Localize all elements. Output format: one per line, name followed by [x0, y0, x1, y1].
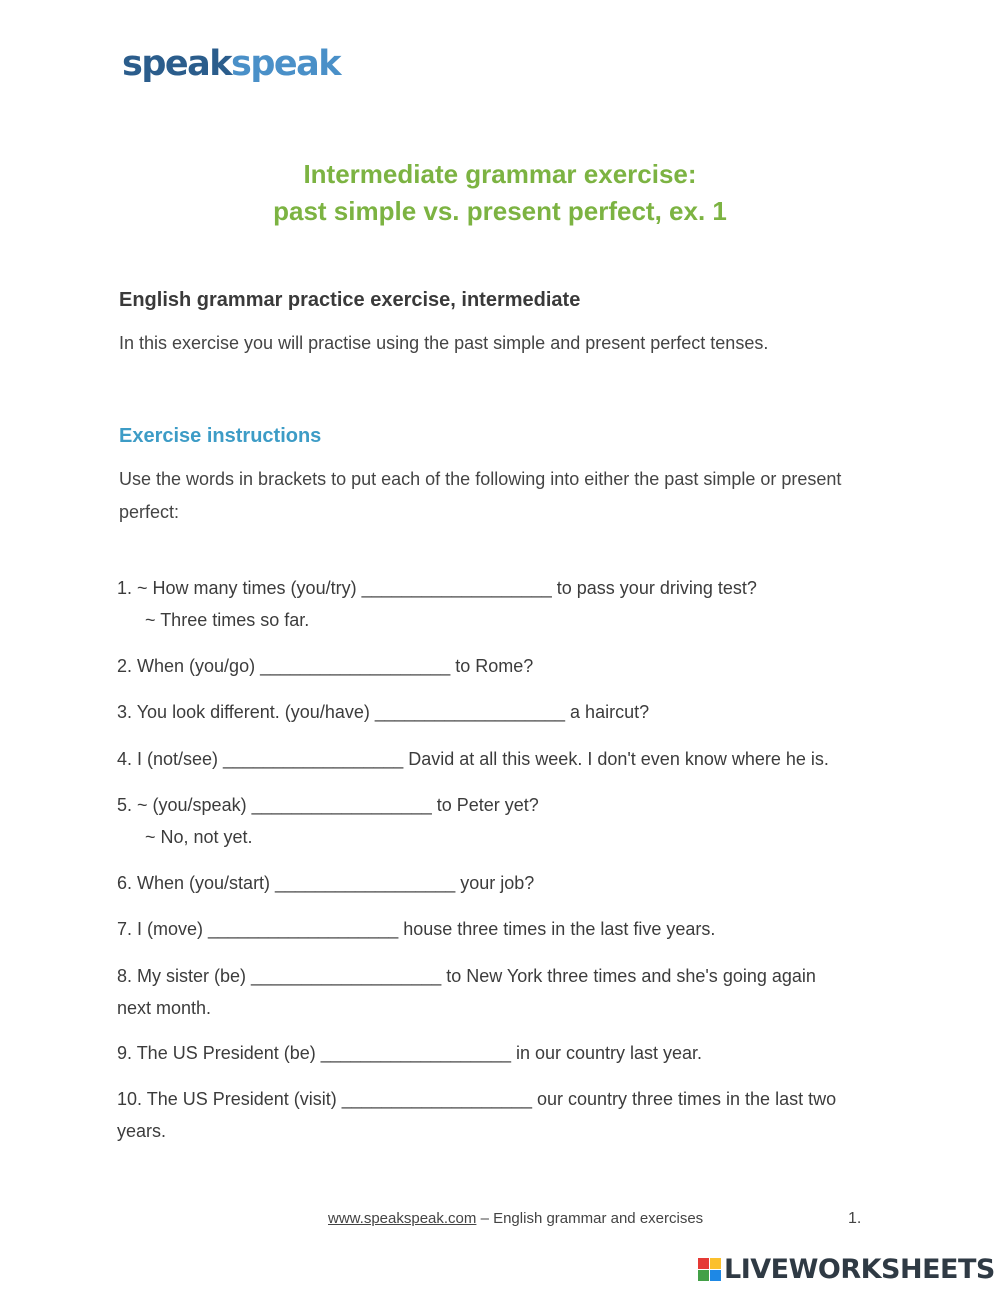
logo-block-blue — [710, 1270, 721, 1281]
question-3: 3. You look different. (you/have) ___________________ a haircut? — [117, 702, 650, 722]
page-number: 1. — [848, 1210, 862, 1227]
question-4: 4. I (not/see) __________________ David at all this week. I don't even know where he is. — [117, 749, 829, 769]
question-9: 9. The US President (be) ___________________ in our country last year. — [117, 1043, 703, 1063]
speakspeak-logo: speakspeak — [122, 44, 341, 84]
question-10: 10. The US President (visit) ___________________ our country three times in the last two years. — [117, 1089, 837, 1141]
subtitle: English grammar practice exercise, intermediate — [119, 289, 581, 311]
question-8: 8. My sister (be) ___________________ to New York three times and she's going again next month. — [117, 966, 816, 1018]
footer-link[interactable]: www.speakspeak.com — [328, 1210, 477, 1227]
liveworksheets-logo-icon — [698, 1258, 721, 1281]
footer-text: – English grammar and exercises — [476, 1210, 704, 1227]
liveworksheets-text: LIVEWORKSHEETS — [724, 1253, 995, 1285]
page-title-line-2: past simple vs. present perfect, ex. 1 — [273, 196, 727, 226]
question-2: 2. When (you/go) ___________________ to Rome? — [117, 656, 534, 676]
intro-text: In this exercise you will practise using the past simple and present perfect tenses. — [119, 333, 769, 353]
page-title-line-1: Intermediate grammar exercise: — [303, 159, 697, 189]
question-1: 1. ~ How many times (you/try) ___________________ to pass your driving test? ~ Three times so far. — [117, 578, 757, 630]
liveworksheets-badge[interactable] — [698, 1253, 995, 1285]
logo-block-red — [698, 1258, 709, 1269]
instructions-heading: Exercise instructions — [119, 425, 322, 447]
question-7: 7. I (move) ___________________ house three times in the last five years. — [117, 919, 716, 939]
instructions-text: Use the words in brackets to put each of the following into either the past simple or present perfect: — [119, 469, 842, 522]
question-6: 6. When (you/start) __________________ your job? — [117, 873, 535, 893]
logo-block-green — [698, 1270, 709, 1281]
footer — [328, 1210, 703, 1227]
logo-block-yellow — [710, 1258, 721, 1269]
question-5: 5. ~ (you/speak) __________________ to Peter yet? ~ No, not yet. — [117, 795, 539, 847]
